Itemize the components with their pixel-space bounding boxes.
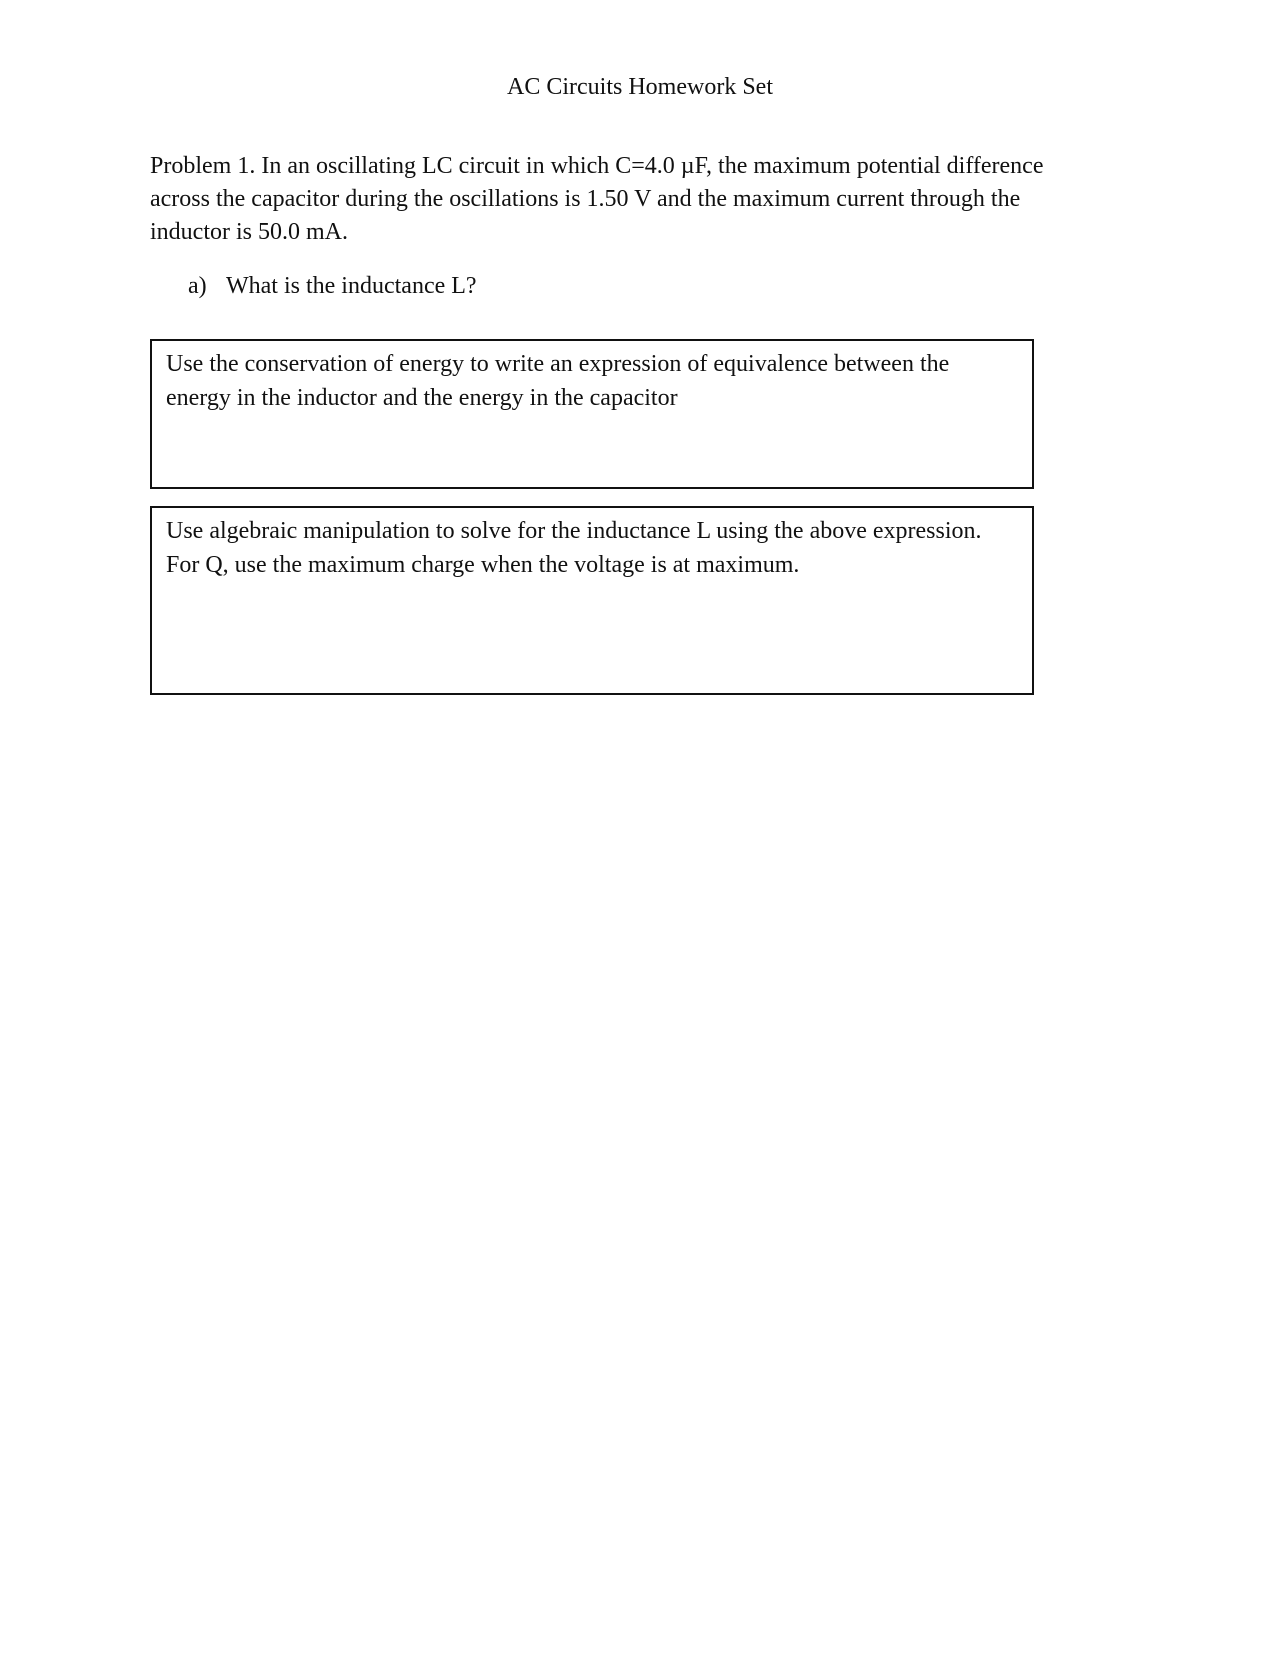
hint-box-solve-inductance: Use algebraic manipulation to solve for the inductance L using the above expression. For Q, use the maximum charge when the voltage is at maximum.	[150, 506, 1034, 695]
document-title: AC Circuits Homework Set	[507, 74, 773, 100]
problem-statement: Problem 1. In an oscillating LC circuit in which C=4.0 µF, the maximum potential difference across the capacitor during the oscillations is 1.50 V and the maximum current through the inductor is 50.0 mA.	[150, 153, 1044, 245]
question-a-text: What is the inductance L?	[226, 273, 477, 299]
hint-box-energy-conservation: Use the conservation of energy to write an expression of equivalence between the energy in the inductor and the energy in the capacitor	[150, 339, 1034, 489]
question-a	[188, 270, 477, 303]
question-a-label: a)	[188, 273, 207, 299]
